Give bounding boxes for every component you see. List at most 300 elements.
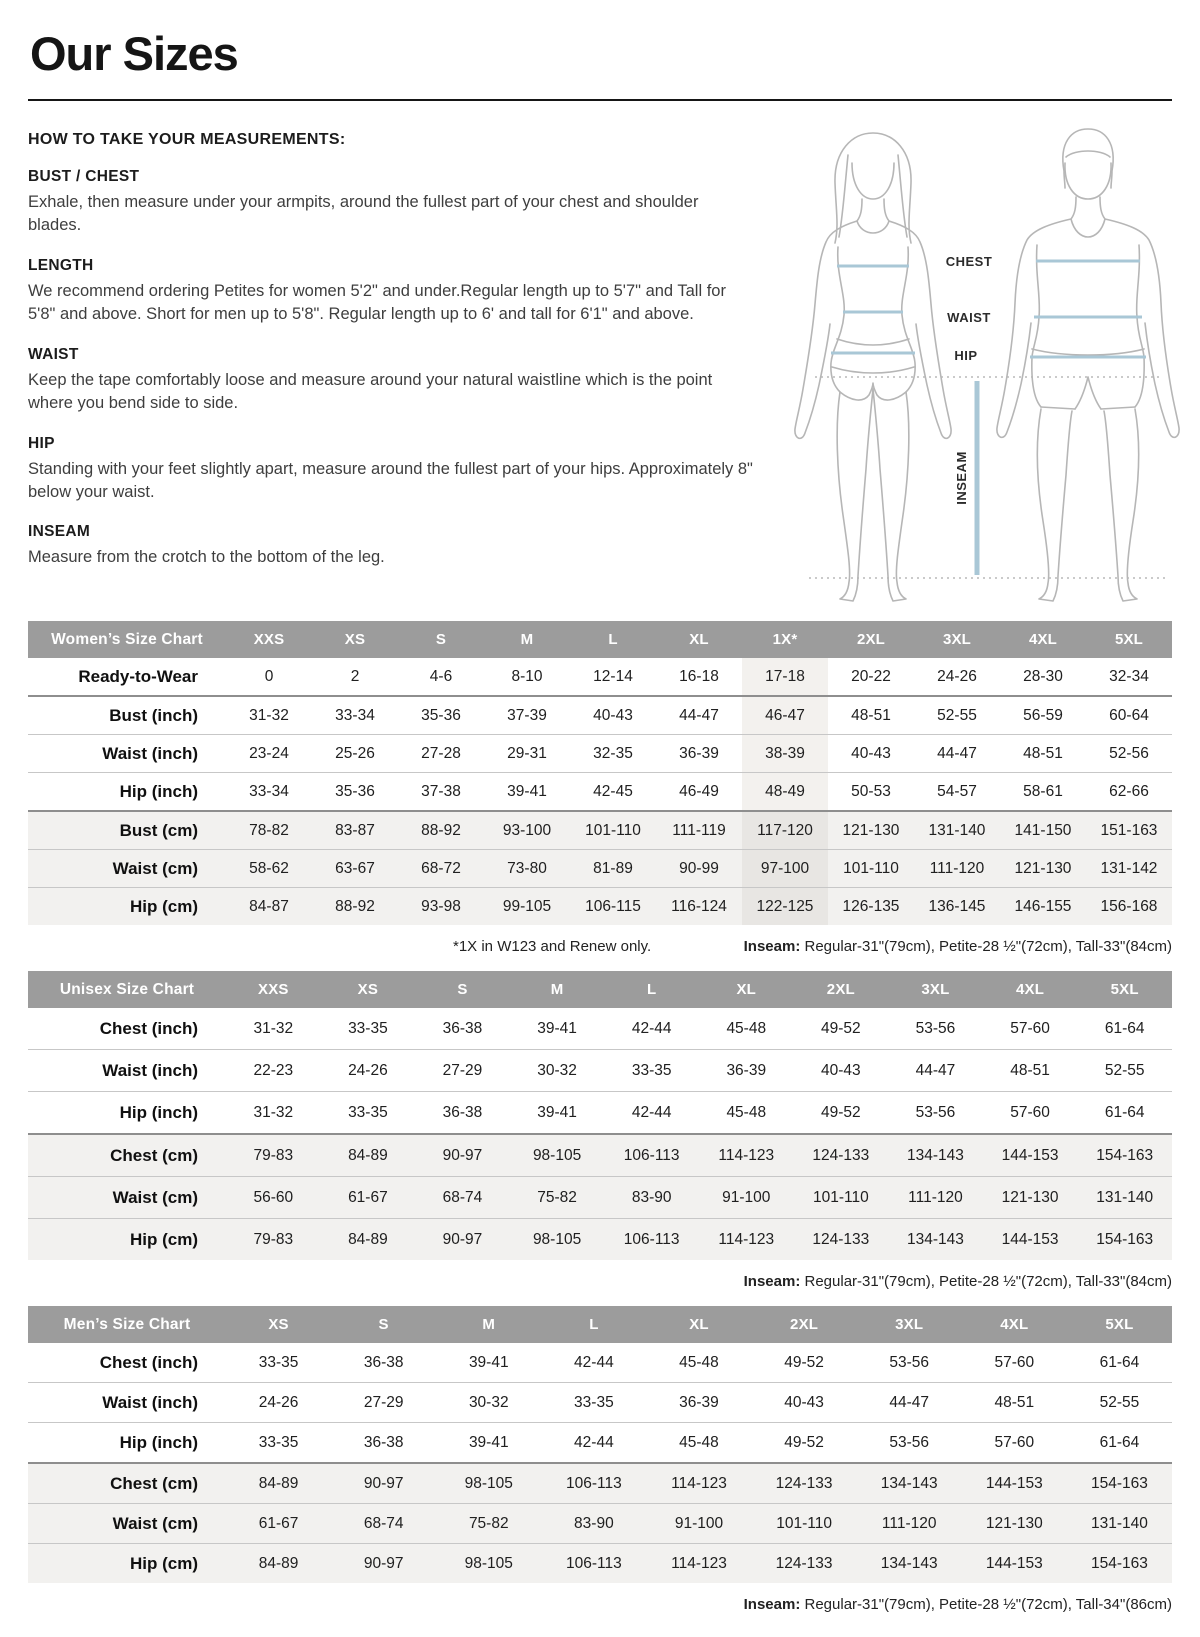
size-value-cell: 136-145 [914,888,1000,926]
size-value-cell: 30-32 [436,1383,541,1423]
size-value-cell: 84-87 [226,888,312,926]
size-value-cell: 57-60 [994,1353,1035,1371]
size-value-cell: 84-89 [226,1544,331,1584]
table-row [28,1544,1172,1584]
unisex-inseam-note [744,1273,1172,1290]
size-value-cell: 88-92 [398,811,484,850]
size-value-cell: 44-47 [914,735,1000,773]
table-row [28,735,1172,773]
size-value-cell: 44-47 [656,696,742,735]
size-value-cell: 53-56 [915,1019,956,1037]
table-row [28,1423,1172,1464]
size-value-cell: 124-133 [794,1219,889,1261]
inseam-note-label: Inseam: [743,938,801,955]
size-value-cell: 124-133 [752,1544,857,1584]
size-value-cell: 144-153 [962,1463,1067,1504]
size-value-cell: 32-35 [570,735,656,773]
inseam-note-text: Regular-31"(79cm), Petite-28 ½"(72cm), Tall-34"(86cm) [800,1596,1172,1613]
size-column-header: S [415,971,510,1008]
mens-table-notes [28,1596,1172,1613]
size-value-cell: 156-168 [1086,888,1172,926]
size-value-cell: 49-52 [752,1423,857,1464]
size-value-cell: 46-47 [742,696,828,735]
size-value-cell: 131-140 [1077,1177,1172,1219]
size-value-cell: 83-90 [541,1504,646,1544]
section-body: Exhale, then measure under your armpits, around the fullest part of your chest and shoulder blades. [28,193,699,235]
size-value-cell: 88-92 [312,888,398,926]
size-value-cell: 84-89 [321,1134,416,1177]
size-column-header: M [484,621,570,658]
inseam-note-label: Inseam: [743,1273,801,1290]
size-column-header: XXS [226,971,321,1008]
size-value-cell: 121-130 [1000,850,1086,888]
mens-inseam-note [744,1596,1172,1613]
section-heading: BUST / CHEST [28,168,140,185]
top-section [28,125,1172,605]
section-body: Keep the tape comfortably loose and measure around your natural waistline which is the point where you bend side to side. [28,370,713,413]
size-value-cell: 126-135 [828,888,914,926]
size-value-cell: 79-83 [226,1219,321,1261]
size-value-cell: 31-32 [226,696,312,735]
size-value-cell: 24-26 [321,1050,416,1092]
measurement-instructions [28,125,773,605]
chest-label: CHEST [945,254,993,269]
size-value-cell: 131-140 [914,811,1000,850]
table-row [28,1343,1172,1383]
size-value-cell: 29-31 [484,735,570,773]
size-value-cell: 20-22 [851,667,891,685]
size-column-header: 5XL [1086,621,1172,658]
size-value-cell: 124-133 [794,1134,889,1177]
size-value-cell: 27-29 [415,1050,510,1092]
table-row [28,1092,1172,1135]
size-column-header: 2XL [828,621,914,658]
size-column-header: XL [656,621,742,658]
female-figure-outline [795,133,951,601]
size-value-cell: 122-125 [742,888,828,926]
size-value-cell: 124-133 [752,1463,857,1504]
size-column-header: 4XL [962,1306,1067,1343]
size-value-cell: 131-140 [1067,1504,1172,1544]
size-value-cell: 56-60 [226,1177,321,1219]
size-value-cell: 4-6 [429,667,453,685]
size-value-cell: 27-28 [398,735,484,773]
size-value-cell: 46-49 [656,773,742,812]
size-value-cell: 44-47 [888,1050,983,1092]
size-value-cell: 134-143 [888,1134,983,1177]
row-label: Ready-to-Wear [78,666,198,686]
size-value-cell: 49-52 [821,1019,861,1037]
row-label: Bust (cm) [28,811,226,850]
how-to-heading: HOW TO TAKE YOUR MEASUREMENTS: [28,131,346,148]
size-value-cell: 12-14 [593,667,633,685]
measurement-diagram [773,125,1193,605]
size-value-cell: 134-143 [857,1463,962,1504]
size-value-cell: 0 [264,667,274,685]
table-header-row [28,621,1172,658]
womens-size-chart [28,621,1172,925]
size-column-header: 1X* [742,621,828,658]
size-column-header: 2XL [794,971,889,1008]
size-value-cell: 37-38 [398,773,484,812]
row-label: Hip (inch) [28,773,226,812]
size-column-header: XL [699,971,794,1008]
row-label: Hip (cm) [28,1544,226,1584]
size-value-cell: 61-64 [1077,1092,1172,1135]
section-body: Measure from the crotch to the bottom of the leg. [28,548,385,567]
row-label: Waist (inch) [28,1383,226,1423]
size-value-cell: 39-41 [468,1353,509,1371]
row-label: Bust (inch) [28,696,226,735]
size-value-cell: 39-41 [510,1092,605,1135]
mens-size-chart [28,1306,1172,1583]
size-value-cell: 106-113 [541,1463,646,1504]
section-heading: INSEAM [28,523,91,541]
size-value-cell: 32-34 [1109,667,1149,685]
size-value-cell: 57-60 [983,1092,1078,1135]
hip-label: HIP [954,348,978,363]
table-row [28,1134,1172,1177]
size-value-cell: 48-51 [962,1383,1067,1423]
size-value-cell: 97-100 [742,850,828,888]
size-value-cell: 99-105 [484,888,570,926]
size-value-cell: 106-113 [604,1219,699,1261]
body-measurement-figure [773,125,1193,605]
size-value-cell: 36-38 [442,1019,483,1037]
size-value-cell: 36-39 [656,735,742,773]
size-value-cell: 111-120 [914,850,1000,888]
size-column-header: 3XL [888,971,983,1008]
size-value-cell: 42-44 [574,1353,614,1371]
womens-size-chart-table [28,621,1172,925]
size-value-cell: 33-35 [541,1383,646,1423]
size-column-header: 3XL [857,1306,962,1343]
size-value-cell: 83-87 [312,811,398,850]
size-value-cell: 58-61 [1000,773,1086,812]
size-value-cell: 39-41 [537,1019,577,1037]
size-column-header: 2XL [752,1306,857,1343]
unisex-size-chart-table [28,971,1172,1260]
size-value-cell: 60-64 [1086,696,1172,735]
size-value-cell: 48-51 [983,1050,1078,1092]
size-value-cell: 75-82 [436,1504,541,1544]
size-value-cell: 36-38 [363,1353,404,1371]
row-label: Hip (inch) [28,1423,226,1464]
size-value-cell: 40-43 [752,1383,857,1423]
size-value-cell: 33-35 [604,1050,699,1092]
size-value-cell: 52-56 [1086,735,1172,773]
size-value-cell: 54-57 [914,773,1000,812]
size-column-header: L [604,971,699,1008]
size-value-cell: 16-18 [679,667,719,685]
size-value-cell: 101-110 [752,1504,857,1544]
size-value-cell: 24-26 [937,667,977,685]
size-column-header: 4XL [1000,621,1086,658]
size-value-cell: 52-55 [1077,1050,1172,1092]
size-value-cell: 57-60 [962,1423,1067,1464]
instruction-section-bust [28,168,773,238]
size-value-cell: 23-24 [226,735,312,773]
size-value-cell: 8-10 [511,667,543,685]
table-row [28,850,1172,888]
inseam-note-text: Regular-31"(79cm), Petite-28 ½"(72cm), Tall-33"(84cm) [800,938,1172,955]
size-value-cell: 93-100 [484,811,570,850]
size-column-header: S [398,621,484,658]
size-value-cell: 45-48 [699,1092,794,1135]
size-value-cell: 50-53 [828,773,914,812]
inseam-label: INSEAM [954,451,969,505]
table-row [28,1463,1172,1504]
row-label: Chest (inch) [99,1018,198,1038]
size-value-cell: 78-82 [226,811,312,850]
size-value-cell: 33-35 [321,1092,416,1135]
size-value-cell: 121-130 [983,1177,1078,1219]
row-label: Waist (cm) [28,1504,226,1544]
size-value-cell: 31-32 [226,1092,321,1135]
size-value-cell: 24-26 [226,1383,331,1423]
row-label: Chest (inch) [99,1352,198,1372]
size-value-cell: 58-62 [226,850,312,888]
size-value-cell: 36-39 [699,1050,794,1092]
table-row [28,773,1172,812]
size-value-cell: 116-124 [656,888,742,926]
size-column-header: XL [646,1306,751,1343]
size-value-cell: 17-18 [742,658,828,696]
row-label: Chest (cm) [28,1134,226,1177]
size-value-cell: 68-74 [331,1504,436,1544]
size-value-cell: 33-35 [258,1353,299,1371]
size-value-cell: 33-34 [312,696,398,735]
waist-label: WAIST [947,310,991,325]
size-value-cell: 61-67 [226,1504,331,1544]
instruction-section-hip [28,435,773,505]
size-value-cell: 98-105 [510,1219,605,1261]
size-value-cell: 154-163 [1067,1544,1172,1584]
row-label: Waist (cm) [28,850,226,888]
size-value-cell: 111-120 [888,1177,983,1219]
male-figure-outline [997,129,1179,601]
size-value-cell: 52-55 [1067,1383,1172,1423]
size-value-cell: 61-67 [321,1177,416,1219]
size-value-cell: 114-123 [699,1134,794,1177]
size-value-cell: 33-35 [348,1019,388,1037]
size-value-cell: 36-38 [331,1423,436,1464]
size-value-cell: 45-48 [679,1353,719,1371]
size-value-cell: 98-105 [436,1544,541,1584]
table-row [28,1177,1172,1219]
size-column-header: 3XL [914,621,1000,658]
size-column-header: L [541,1306,646,1343]
table-title: Men’s Size Chart [28,1306,226,1343]
size-value-cell: 52-55 [914,696,1000,735]
size-value-cell: 134-143 [857,1544,962,1584]
size-value-cell: 68-72 [398,850,484,888]
row-label: Hip (inch) [28,1092,226,1135]
size-value-cell: 73-80 [484,850,570,888]
size-value-cell: 45-48 [646,1423,751,1464]
size-column-header: L [570,621,656,658]
size-value-cell: 111-120 [857,1504,962,1544]
size-value-cell: 39-41 [484,773,570,812]
row-label: Waist (inch) [28,1050,226,1092]
size-value-cell: 84-89 [226,1463,331,1504]
size-value-cell: 121-130 [828,811,914,850]
measurement-lines [831,261,1146,575]
size-value-cell: 101-110 [570,811,656,850]
size-value-cell: 27-29 [331,1383,436,1423]
section-body: We recommend ordering Petites for women 5'2" and under.Regular length up to 5'7" and Tall for 5'8" and above. Short for men up to 5'8". Regular length up to 6' and tall for 6'1" and above. [28,281,726,324]
table-row [28,888,1172,926]
size-column-header: XS [312,621,398,658]
table-header-row [28,1306,1172,1343]
size-value-cell: 117-120 [742,811,828,850]
size-value-cell: 90-97 [331,1463,436,1504]
page-title: Our Sizes [30,27,238,80]
size-value-cell: 48-51 [1000,735,1086,773]
instruction-section-inseam [28,523,773,569]
size-value-cell: 48-51 [828,696,914,735]
inseam-note-label: Inseam: [743,1596,801,1613]
size-value-cell: 111-119 [656,811,742,850]
size-column-header: XXS [226,621,312,658]
size-value-cell: 81-89 [570,850,656,888]
size-value-cell: 114-123 [646,1544,751,1584]
section-heading: HIP [28,434,55,452]
size-value-cell: 84-89 [321,1219,416,1261]
size-value-cell: 36-39 [646,1383,751,1423]
size-value-cell: 131-142 [1086,850,1172,888]
table-row [28,658,1172,696]
size-value-cell: 49-52 [794,1092,889,1135]
size-value-cell: 42-44 [631,1019,672,1037]
womens-table-notes [28,938,1172,955]
size-column-header: M [436,1306,541,1343]
size-value-cell: 106-113 [541,1544,646,1584]
size-column-header: M [510,971,605,1008]
size-value-cell: 90-97 [331,1544,436,1584]
size-value-cell: 35-36 [312,773,398,812]
size-value-cell: 106-113 [604,1134,699,1177]
table-row [28,1050,1172,1092]
size-value-cell: 56-59 [1000,696,1086,735]
womens-inseam-note [744,938,1172,955]
size-value-cell: 101-110 [828,850,914,888]
table-row [28,696,1172,735]
size-value-cell: 36-38 [415,1092,510,1135]
size-value-cell: 42-44 [604,1092,699,1135]
size-value-cell: 154-163 [1077,1219,1172,1261]
size-value-cell: 144-153 [983,1219,1078,1261]
size-value-cell: 33-34 [226,773,312,812]
size-value-cell: 22-23 [226,1050,321,1092]
size-value-cell: 83-90 [604,1177,699,1219]
table-header-row [28,971,1172,1008]
size-value-cell: 2 [350,667,360,685]
size-value-cell: 53-56 [889,1353,930,1371]
table-row [28,1504,1172,1544]
size-value-cell: 37-39 [484,696,570,735]
size-value-cell: 75-82 [510,1177,605,1219]
size-value-cell: 134-143 [888,1219,983,1261]
size-value-cell: 45-48 [726,1019,767,1037]
size-value-cell: 68-74 [415,1177,510,1219]
size-value-cell: 144-153 [983,1134,1078,1177]
table-row [28,811,1172,850]
unisex-table-notes [28,1273,1172,1290]
size-value-cell: 62-66 [1086,773,1172,812]
size-value-cell: 61-64 [1099,1353,1140,1371]
size-value-cell: 25-26 [312,735,398,773]
size-column-header: XS [321,971,416,1008]
row-label: Waist (inch) [28,735,226,773]
size-value-cell: 79-83 [226,1134,321,1177]
size-value-cell: 154-163 [1077,1134,1172,1177]
row-label: Hip (cm) [28,888,226,926]
table-title: Women’s Size Chart [28,621,226,658]
table-row [28,1008,1172,1050]
size-column-header: 5XL [1067,1306,1172,1343]
row-label: Waist (cm) [28,1177,226,1219]
size-column-header: 4XL [983,971,1078,1008]
size-value-cell: 144-153 [962,1544,1067,1584]
instruction-section-waist [28,346,773,416]
section-heading: LENGTH [28,256,94,274]
size-value-cell: 39-41 [436,1423,541,1464]
size-value-cell: 38-39 [742,735,828,773]
size-value-cell: 98-105 [436,1463,541,1504]
size-value-cell: 154-163 [1067,1463,1172,1504]
table-title: Unisex Size Chart [28,971,226,1008]
size-value-cell: 114-123 [699,1219,794,1261]
size-value-cell: 91-100 [646,1504,751,1544]
table-row [28,1219,1172,1261]
size-value-cell: 93-98 [398,888,484,926]
size-value-cell: 90-99 [656,850,742,888]
size-value-cell: 101-110 [794,1177,889,1219]
instruction-section-length [28,257,773,327]
title-divider [28,99,1172,101]
inseam-note-text: Regular-31"(79cm), Petite-28 ½"(72cm), Tall-33"(84cm) [800,1273,1172,1290]
size-value-cell: 63-67 [312,850,398,888]
size-value-cell: 98-105 [510,1134,605,1177]
section-body: Standing with your feet slightly apart, measure around the fullest part of your hips. Approximately 8" below your waist. [28,459,753,501]
size-value-cell: 42-45 [570,773,656,812]
size-value-cell: 61-64 [1104,1019,1145,1037]
size-value-cell: 106-115 [570,888,656,926]
size-value-cell: 146-155 [1000,888,1086,926]
size-value-cell: 151-163 [1086,811,1172,850]
size-value-cell: 30-32 [510,1050,605,1092]
size-column-header: 5XL [1077,971,1172,1008]
row-label: Hip (cm) [28,1219,226,1261]
size-value-cell: 91-100 [699,1177,794,1219]
size-value-cell: 31-32 [253,1019,294,1037]
size-value-cell: 90-97 [415,1134,510,1177]
size-value-cell: 90-97 [415,1219,510,1261]
size-value-cell: 44-47 [857,1383,962,1423]
size-value-cell: 121-130 [962,1504,1067,1544]
size-column-header: XS [226,1306,331,1343]
size-value-cell: 40-43 [794,1050,889,1092]
row-label: Chest (cm) [28,1463,226,1504]
mens-size-chart-table [28,1306,1172,1583]
size-column-header: S [331,1306,436,1343]
size-value-cell: 53-56 [857,1423,962,1464]
size-value-cell: 61-64 [1067,1423,1172,1464]
size-value-cell: 35-36 [398,696,484,735]
size-value-cell: 40-43 [570,696,656,735]
size-value-cell: 114-123 [646,1463,751,1504]
